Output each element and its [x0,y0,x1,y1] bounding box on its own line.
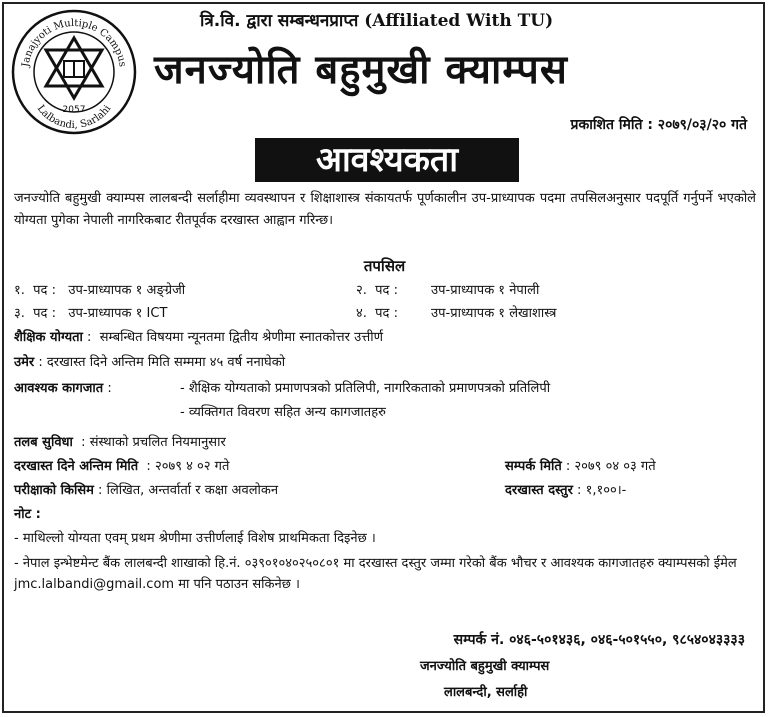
campus-logo [10,8,138,136]
post-4: ४. पद : उप-प्राध्यापक १ लेखाशास्त्र [356,306,557,321]
document-item-2: - व्यक्तिगत विवरण सहित अन्य कागजातहरु [180,405,386,420]
document-item-1: - शैक्षिक योग्यताको प्रमाणपत्रको प्रतिलिपी, नागरिकताको प्रमाणपत्रको प्रतिलिपी [180,381,551,396]
footer-address: लालबन्दी, सर्लाही [444,685,528,700]
intro-paragraph: जनज्योति बहुमुखी क्याम्पस लालबन्दी सर्लाहीमा व्यवस्थापन र शिक्षाशास्त्र संकायतर्फ पूर्णकालीन उप-प्राध्यापक पदमा तपसिलअनुसार पदपूर्ति गर्नुपर्ने भएकोले योग्यता पुगेका नेपाली नागरिकबाट रीतपूर्वक दरखास्त आह्वान गरिन्छ। [14,191,756,228]
note-item-2: - नेपाल इन्भेष्टमेन्ट बैंक लालबन्दी शाखाको हि.नं. ०३९०१०४०२५०८०१ मा दरखास्त दस्तुर जम्मा गरेको बैंक भौचर र आवश्यक कागजातहरु क्याम्पसको ईमेल jmc.lalbandi@gmail.com मा पनि पठाउन सकिनेछ । [14,556,737,592]
exam-type-row: परीक्षाको किसिम : लिखित, अन्तर्वार्ता र कक्षा अवलोकन [14,483,279,498]
post-2: २. पद : उप-प्राध्यापक १ नेपाली [356,283,540,298]
logo-year: 2057 [62,105,86,115]
post-3: ३. पद : उप-प्राध्यापक १ ICT [14,306,168,321]
footer-org: जनज्योति बहुमुखी क्याम्पस [420,659,550,674]
post-1: १. पद : उप-प्राध्यापक १ अङ्ग्रेजी [14,283,186,298]
tapasil-title: तपसिल [363,257,406,275]
affiliation [200,8,553,31]
note-item-1: - माथिल्लो योग्यता एवम् प्रथम श्रेणीमा उत्तीर्णलाई विशेष प्राथमिकता दिइनेछ । [14,531,376,546]
vacancy-banner: आवश्यकता [255,138,519,182]
published-date: प्रकाशित मिति : २०७९/०३/२० गते [570,117,747,133]
salary-row: तलब सुविधा : संस्थाको प्रचलित नियमानुसार [14,435,226,450]
documents-row: आवश्यक कागजात : [14,381,112,396]
logo-top-text: Janajyoti Multiple Campus [20,17,128,68]
fee-row: दरखास्त दस्तुर : १,१००।- [505,483,627,498]
deadline-row: दरखास्त दिने अन्तिम मिति : २०७९ ४ ०२ गते [14,459,230,474]
age-row: उमेर : दरखास्त दिने अन्तिम मिति सम्ममा ४५ वर्ष ननाघेको [14,355,286,370]
contact-numbers: सम्पर्क नं. ०४६-५०१४३६, ०४६-५०१५५०, ९८५४०४३३३३ [453,632,745,648]
affiliation-np: त्रि.वि. द्वारा सम्बन्धनप्राप्त [200,11,359,31]
qualification-row: शैक्षिक योग्यता : सम्बन्धित विषयमा न्यूनतमा द्वितीय श्रेणीमा स्नातकोत्तर उत्तीर्ण [14,330,383,345]
logo-bottom-text: Lalbandi, Sarlahi [34,103,114,132]
contact-date-row: सम्पर्क मिति : २०७९ ०४ ०३ गते [505,459,656,474]
campus-name: जनज्योति बहुमुखी क्याम्पस [154,47,568,93]
affiliation-en: (Affiliated With TU) [364,11,554,31]
note-label: नोट : [14,507,41,522]
